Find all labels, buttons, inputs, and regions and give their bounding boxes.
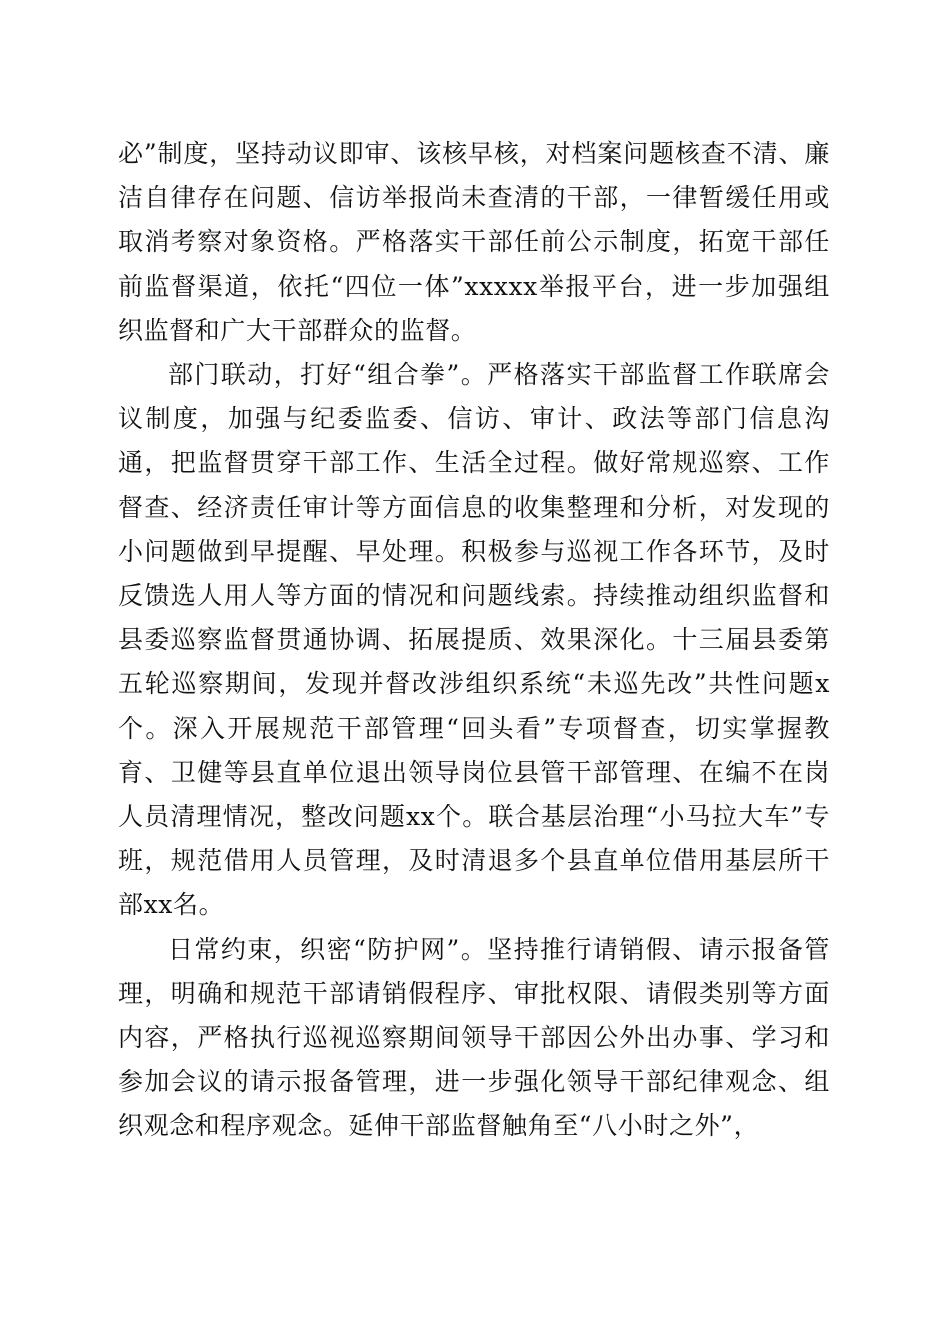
document-body — [118, 132, 830, 1149]
paragraph-daily-constraint: 日常约束，织密“防护网”。坚持推行请销假、请示报备管理，明确和规范干部请销假程序、审批权限、请假类别等方面内容，严格执行巡视巡察期间领导干部因公外出办事、学习和参加会议的请示报备管理，进一步强化领导干部纪律观念、组织观念和程序观念。延伸干部监督触角至“八小时之外”， — [118, 934, 830, 1141]
paragraph-department-linkage: 部门联动，打好“组合拳”。严格落实干部监督工作联席会议制度，加强与纪委监委、信访、审计、政法等部门信息沟通，把监督贯穿干部工作、生活全过程。做好常规巡察、工作督查、经济责任审计等方面信息的收集整理和分析，对发现的小问题做到早提醒、早处理。积极参与巡视工作各环节，及时反馈选人用人等方面的情况和问题线索。持续推动组织监督和县委巡察监督贯通协调、拓展提质、效果深化。十三届县委第五轮巡察期间，发现并督改涉组织系统“未巡先改”共性问题x个。深入开展规范干部管理“回头看”专项督查，切实掌握教育、卫健等县直单位退出领导岗位县管干部管理、在编不在岗人员清理情况，整改问题xx个。联合基层治理“小马拉大车”专班，规范借用人员管理，及时清退多个县直单位借用基层所干部xx名。 — [118, 360, 830, 920]
paragraph-continuation: 必”制度，坚持动议即审、该核早核，对档案问题核查不清、廉洁自律存在问题、信访举报尚未查清的干部，一律暂缓任用或取消考察对象资格。严格落实干部任前公示制度，拓宽干部任前监督渠道，依托“四位一体”xxxxx举报平台，进一步加强组织监督和广大干部群众的监督。 — [118, 139, 830, 345]
